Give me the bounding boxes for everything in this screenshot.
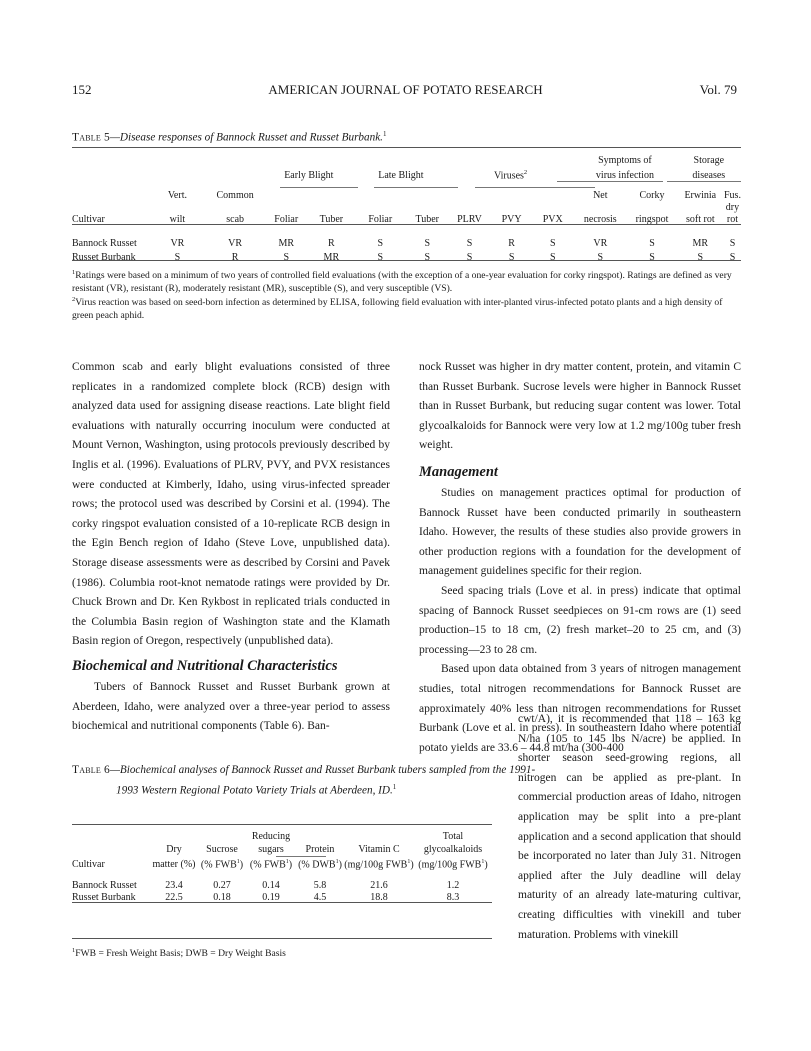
table-row — [72, 236, 741, 250]
cell: S — [466, 252, 473, 264]
table5-footnote-1: $^1$Ratings were based on a minimum of two years of controlled field evaluations (with the exception of a one-year evaluation for corky ringspot). Ratings are defined as very resistant (VR), resistant (R), moderately resistant (MR), susceptible (S), and very susceptible (VS). — [72, 269, 732, 295]
cell: S — [729, 238, 736, 250]
cell: S — [729, 252, 736, 264]
storage-rule — [667, 181, 741, 182]
table-row — [72, 250, 741, 264]
cell: VR — [228, 238, 243, 250]
cell: S — [549, 252, 556, 264]
early-blight-rule — [280, 187, 358, 188]
table6-footnote: $^1$FWB = Fresh Weight Basis; DWB = Dry Weight Basis — [72, 947, 286, 960]
cell: S — [549, 238, 556, 250]
viruses-rule — [475, 187, 595, 188]
paragraph: cwt/A), it is recommended that 118 – 163 kg N/ha (105 to 145 lbs N/acre) be applied. In shorter season seed-growing regions, all nitrogen can be applied as pre-plant. In commercial production areas of Idaho, nitrogen application may be split into a pre-plant application and a second application that should be incorporated no later than July 31. Nitrogen applied after the July deadline will delay maturity of an already late-maturing cultivar, creating difficulties with vinekill and tuber maturation. Problems with vinekill — [518, 713, 741, 941]
col-cultivar: Cultivar — [72, 214, 105, 226]
cell: S — [649, 238, 655, 250]
journal-title: AMERICAN JOURNAL OF POTATO RESEARCH — [268, 82, 543, 97]
paragraph: nock Russet was higher in dry matter content, protein, and vitamin C than Russet Burbank. Sucrose levels were higher in Bannock Russet than in Russet Burbank, but reducing sugar content was lower. Total glycoalkaloids for Bannock were very low at 1.2 mg/100g tuber fresh weight. — [419, 361, 741, 452]
paragraph: Seed spacing trials (Love et al. in press) indicate that optimal spacing of Bannock Russet seedpieces on 91-cm rows are (1) seed production–15 to 18 cm, (2) fresh market–20 to 25 cm, and (3) processing—23 to 28 cm. — [419, 584, 741, 656]
t6-col-protein-1: Protein — [305, 844, 335, 855]
cell: S — [424, 252, 431, 264]
late-blight-rule — [374, 187, 458, 188]
col-scab-2: scab — [226, 214, 245, 226]
group-viruses: Viruses$^2$ — [493, 169, 528, 182]
t6-col-total-0: Total — [442, 831, 464, 842]
col-fus-1: Fus. — [724, 190, 741, 202]
col-eb-foliar: Foliar — [274, 214, 299, 226]
row-cultivar: Russet Burbank — [72, 252, 136, 264]
cell: 0.18 — [213, 892, 231, 904]
cell: 8.3 — [446, 892, 460, 904]
paragraph: Common scab and early blight evaluations consisted of three replicates in a randomized complete block (RCB) design with analyzed data used for assigning disease reactions. Late blight field evaluations with naturally occurring inoculum were conducted at Mount Vernon, Washington, using protocols previously described by Inglis et al. (1996). Evaluations of PLRV, PVY, and PVX resistances were conducted at Kimberly, Idaho, using virus-infected spreader rows; the protocol used was described by Corsini et al. (1994). The corky ringspot evaluation consisted of a 10-replicate RCB design in the Egin Bench region of Idaho (Steve Love, unpublished data). Storage disease assessments were as described by Corsini and Pavek (1986). Columbia root-knot nematode ratings were provided by Dr. Chuck Brown and Dr. Ken Rykbost in replicated trials conducted in the Columbia Basin region of Washington state and the Klamath Basin region of Oregon, respectively (unpublished data). — [72, 361, 390, 648]
cell: 0.27 — [213, 880, 231, 892]
paragraph: Studies on management practices optimal for production of Bannock Russet have been conducted primarily in southeastern Idaho. However, the results of these studies also provide growers in other production regions with a foundation for the development of management guidelines specific for their region. — [419, 486, 741, 578]
cell: 0.19 — [262, 892, 280, 904]
reducing-sugars-rule — [276, 856, 326, 857]
paragraph: Tubers of Bannock Russet and Russet Burbank grown at Aberdeen, Idaho, were analyzed over a three-year period to assess biochemical and nutritional components (Table 6). Ban- — [72, 680, 390, 733]
t6-col-total-1: glycoalkaloids — [423, 844, 483, 855]
col-eb-tuber: Tuber — [319, 214, 344, 226]
right-column-narrow — [518, 710, 741, 945]
cell: 21.6 — [370, 880, 388, 892]
t6-col-total-2: (mg/100g FWB$^1$) — [418, 859, 488, 871]
table5-bottom-rule — [72, 260, 741, 261]
col-fus-2: dry rot — [725, 202, 740, 226]
col-corky-2: ringspot — [635, 214, 669, 226]
table6-caption — [72, 762, 546, 799]
col-pvy: PVY — [501, 214, 522, 226]
t6-col-sucrose-1: Sucrose — [206, 844, 238, 855]
cell: S — [174, 252, 181, 264]
volume-number: Vol. 79 — [699, 82, 737, 97]
cell: S — [508, 252, 515, 264]
right-column — [419, 358, 741, 758]
t6-col-sucrose-2: (% FWB$^1$) — [200, 859, 244, 871]
cell: 18.8 — [370, 892, 388, 904]
table-row — [72, 880, 492, 892]
table5-caption — [72, 127, 742, 146]
group-symptoms: Symptoms of — [598, 155, 652, 166]
cell: S — [283, 252, 290, 264]
symptoms-rule — [557, 181, 663, 182]
col-lb-foliar: Foliar — [368, 214, 393, 226]
cell: 0.14 — [262, 880, 280, 892]
col-net-1: Net — [593, 190, 608, 202]
table5-top-rule — [72, 147, 741, 148]
col-lb-tuber: Tuber — [415, 214, 440, 226]
col-pvx: PVX — [542, 214, 563, 226]
cell: S — [377, 252, 384, 264]
cell: S — [649, 252, 655, 264]
table6-bottom-rule — [72, 938, 492, 939]
table5 — [72, 153, 741, 264]
cell: VR — [593, 238, 608, 250]
table6-header-rule — [72, 902, 492, 903]
table5-title: —Disease responses of Bannock Russet and Russet Burbank. — [109, 131, 383, 144]
col-vert-1: Vert. — [167, 190, 187, 202]
cell: S — [466, 238, 473, 250]
table5-footnote-2: $^2$Virus reaction was based on seed-born infection as determined by ELISA, following field evaluation with inter-planted virus-infected potato plants and a high density of green peach aphid. — [72, 296, 723, 322]
t6-col-vitc-1: Vitamin C — [358, 844, 400, 855]
col-erwinia-1: Erwinia — [684, 190, 717, 202]
table6-title: —Biochemical analyses of Bannock Russet and Russet Burbank tubers sampled from the 1991-1993 Western Regional Potato Variety Trials at Aberdeen, ID. — [109, 764, 536, 797]
cell: 4.5 — [313, 892, 327, 904]
cell: S — [424, 238, 431, 250]
group-symptoms-2: virus infection — [595, 170, 654, 182]
group-storage: Storage — [693, 155, 725, 166]
t6-col-dry-2: matter (%) — [152, 859, 196, 871]
page-number: 152 — [72, 82, 92, 97]
group-early-blight: Early Blight — [284, 170, 334, 182]
cell: VR — [170, 238, 185, 250]
t6-col-cultivar: Cultivar — [72, 859, 105, 871]
cell: 1.2 — [446, 880, 460, 892]
paragraph: Based upon data obtained from 3 years of nitrogen management studies, total nitrogen recommendations for Bannock Russet are approximately 40% less than nitrogen recommendations for Russet Burbank (Love et al. in press). In southeastern Idaho where potential potato yields are 33.6 – 44.8 mt/ha (300-400 — [419, 663, 741, 754]
col-erwinia-2: soft rot — [685, 214, 715, 226]
cell: R — [231, 252, 239, 264]
cell: R — [508, 238, 515, 250]
cell: 5.8 — [313, 880, 327, 892]
section-heading-management: Management — [419, 463, 498, 480]
col-corky-1: Corky — [639, 190, 665, 202]
cell: S — [377, 238, 384, 250]
cell: S — [597, 252, 604, 264]
group-late-blight: Late Blight — [378, 170, 424, 182]
row-cultivar: Russet Burbank — [72, 892, 136, 904]
cell: MR — [323, 252, 340, 264]
t6-col-dry-1: Dry — [166, 844, 182, 855]
cell: MR — [692, 238, 709, 250]
col-plrv: PLRV — [457, 214, 482, 226]
row-cultivar: Bannock Russet — [72, 880, 137, 892]
col-net-2: necrosis — [583, 214, 617, 226]
table5-title-sup: 1 — [382, 130, 387, 138]
cell: R — [328, 238, 335, 250]
col-scab-1: Common — [216, 190, 254, 202]
group-storage-2: diseases — [692, 170, 726, 182]
col-vert-2: wilt — [169, 214, 186, 226]
cell: S — [697, 252, 704, 264]
cell: MR — [278, 238, 295, 250]
table6-label: Table 6 — [72, 764, 110, 776]
table5-label: Table 5 — [72, 131, 110, 144]
t6-col-protein-2: (% DWB$^1$) — [298, 859, 342, 871]
cell: 22.5 — [165, 892, 183, 904]
t6-col-vitc-2: (mg/100g FWB$^1$) — [344, 859, 414, 871]
t6-col-reducing-1: sugars — [258, 844, 284, 855]
row-cultivar: Bannock Russet — [72, 238, 137, 250]
t6-col-reducing-2: (% FWB$^1$) — [249, 859, 293, 871]
left-column — [72, 358, 390, 737]
t6-col-reducing-0: Reducing — [251, 831, 291, 842]
cell: 23.4 — [165, 880, 183, 892]
table6-top-rule — [72, 824, 492, 825]
table6 — [72, 830, 492, 904]
section-heading-biochemical: Biochemical and Nutritional Characteristics — [72, 657, 338, 674]
table5-header-rule — [72, 224, 741, 225]
table6-title-sup: 1 — [392, 782, 397, 791]
